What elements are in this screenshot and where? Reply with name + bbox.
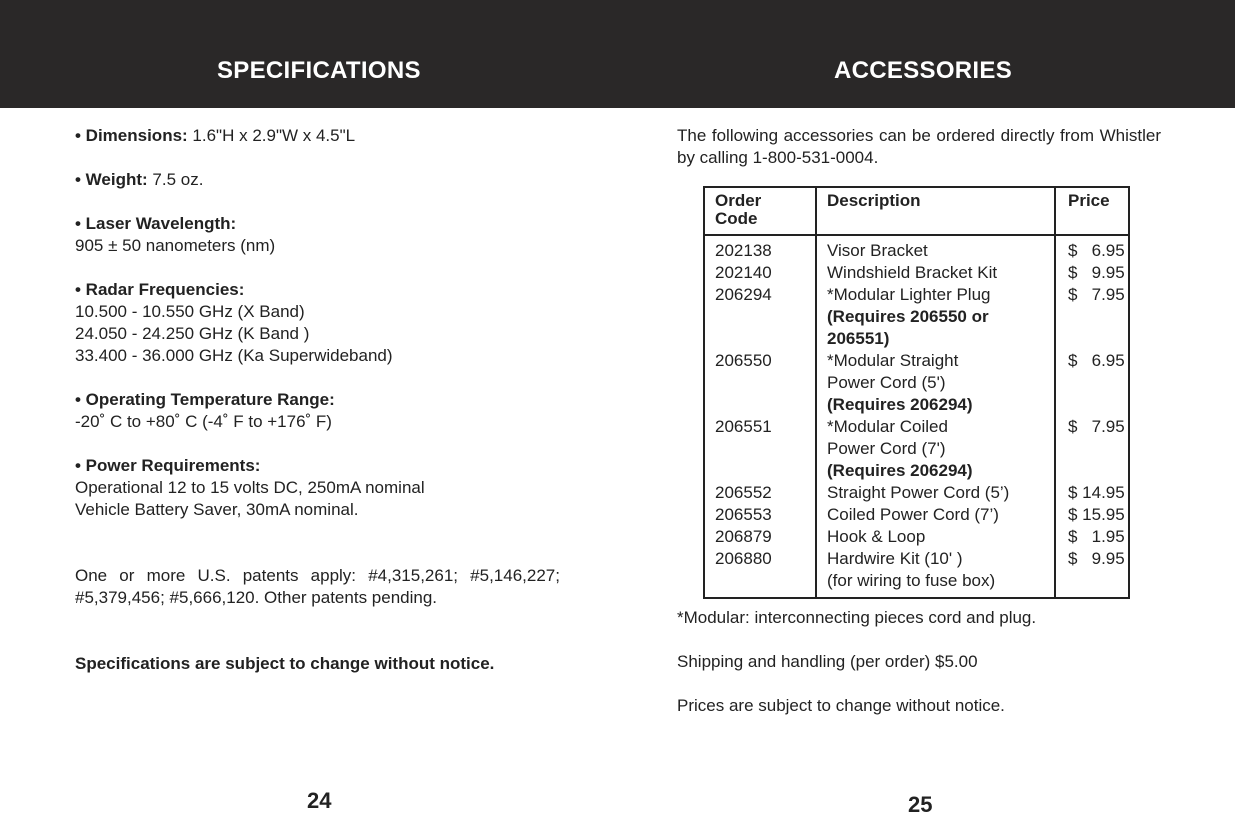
price: $ 6.95	[1068, 241, 1125, 260]
header-description: Description	[816, 187, 1055, 235]
table-row	[704, 526, 1129, 548]
price: $ 14.95	[1068, 483, 1125, 502]
spec-laser-label: • Laser Wavelength:	[75, 214, 237, 233]
description-line: Power Cord (5')	[827, 373, 946, 392]
spec-temp-label: • Operating Temperature Range:	[75, 390, 335, 409]
order-code: 206880	[715, 549, 772, 568]
spec-laser-value: 905 ± 50 nanometers (nm)	[75, 236, 276, 255]
description-cell	[816, 350, 1055, 416]
table-row	[704, 235, 1129, 262]
patents-text: One or more U.S. patents apply: #4,315,261; #5,146,227; #5,379,456; #5,666,120. Other patents pending.	[75, 566, 560, 607]
description-line: *Modular Lighter Plug	[827, 285, 991, 304]
description-line: Hardwire Kit (10' )	[827, 549, 963, 568]
price-cell	[1055, 235, 1129, 262]
order-code: 206550	[715, 351, 772, 370]
price: $ 7.95	[1068, 417, 1125, 436]
order-code-cell	[704, 235, 816, 262]
description-line: Windshield Bracket Kit	[827, 263, 998, 282]
description-line: (for wiring to fuse box)	[827, 571, 996, 590]
table-row	[704, 482, 1129, 504]
table-row	[704, 284, 1129, 350]
table-row	[704, 350, 1129, 416]
price: $ 9.95	[1068, 263, 1125, 282]
description-cell	[816, 482, 1055, 504]
spec-temp-value: -20˚ C to +80˚ C (-4˚ F to +176˚ F)	[75, 412, 332, 431]
order-code-cell	[704, 482, 816, 504]
header-price: Price	[1055, 187, 1129, 235]
description-line: *Modular Coiled	[827, 417, 948, 436]
order-code-cell	[704, 416, 816, 482]
spec-radar-label: • Radar Frequencies:	[75, 280, 245, 299]
spec-power-line: Operational 12 to 15 volts DC, 250mA nominal	[75, 478, 425, 497]
order-code-cell	[704, 504, 816, 526]
description-line: Power Cord (7')	[827, 439, 946, 458]
specifications-title: SPECIFICATIONS	[217, 57, 421, 84]
page-header	[0, 0, 1235, 108]
order-code: 206552	[715, 483, 772, 502]
price-cell	[1055, 284, 1129, 350]
order-code: 202138	[715, 241, 772, 260]
description-cell	[816, 504, 1055, 526]
spec-power-label: • Power Requirements:	[75, 456, 261, 475]
accessories-notes	[677, 607, 1161, 717]
accessories-intro: The following accessories can be ordered directly from Whistler by calling 1-800-531-0004.	[677, 126, 1161, 167]
spec-dimensions: • Dimensions: 1.6"H x 2.9"W x 4.5"L	[75, 126, 356, 145]
price-cell	[1055, 350, 1129, 416]
price-cell	[1055, 526, 1129, 548]
description-line: Hook & Loop	[827, 527, 926, 546]
description-requirement: (Requires 206550 or	[827, 307, 989, 326]
order-code-cell	[704, 284, 816, 350]
page-number-right: 25	[908, 792, 933, 817]
header-order-code: Order Code	[704, 187, 816, 235]
spec-radar-line: 10.500 - 10.550 GHz (X Band)	[75, 302, 305, 321]
description-requirement: (Requires 206294)	[827, 395, 973, 414]
spec-radar-line: 33.400 - 36.000 GHz (Ka Superwideband)	[75, 346, 393, 365]
price: $ 9.95	[1068, 549, 1125, 568]
description-requirement: 206551)	[827, 329, 890, 348]
price-cell	[1055, 548, 1129, 598]
order-code-cell	[704, 526, 816, 548]
description-line: Visor Bracket	[827, 241, 928, 260]
order-code-cell	[704, 350, 816, 416]
description-line: Straight Power Cord (5’)	[827, 483, 1010, 502]
description-cell	[816, 548, 1055, 598]
order-code: 206294	[715, 285, 772, 304]
table-row	[704, 504, 1129, 526]
modular-footnote: *Modular: interconnecting pieces cord and plug.	[677, 608, 1037, 627]
shipping-note: Shipping and handling (per order) $5.00	[677, 652, 978, 671]
accessories-table	[703, 186, 1130, 599]
table-header-row	[704, 187, 1129, 235]
specs-change-notice: Specifications are subject to change without notice.	[75, 654, 495, 673]
accessories-intro-block	[677, 125, 1161, 169]
description-line: Coiled Power Cord (7’)	[827, 505, 999, 524]
prices-change-notice: Prices are subject to change without notice.	[677, 696, 1005, 715]
accessories-title: ACCESSORIES	[834, 57, 1013, 84]
description-cell	[816, 284, 1055, 350]
price-cell	[1055, 482, 1129, 504]
description-requirement: (Requires 206294)	[827, 461, 973, 480]
description-cell	[816, 526, 1055, 548]
description-line: *Modular Straight	[827, 351, 959, 370]
table-body	[704, 235, 1129, 598]
price: $ 15.95	[1068, 505, 1125, 524]
description-cell	[816, 235, 1055, 262]
price: $ 1.95	[1068, 527, 1125, 546]
table-row	[704, 262, 1129, 284]
price: $ 6.95	[1068, 351, 1125, 370]
spec-power-line: Vehicle Battery Saver, 30mA nominal.	[75, 500, 359, 519]
page-number-left: 24	[307, 788, 332, 813]
order-code: 206553	[715, 505, 772, 524]
spec-radar-line: 24.050 - 24.250 GHz (K Band )	[75, 324, 310, 343]
price: $ 7.95	[1068, 285, 1125, 304]
price-cell	[1055, 262, 1129, 284]
order-code: 206879	[715, 527, 772, 546]
description-cell	[816, 416, 1055, 482]
order-code: 202140	[715, 263, 772, 282]
description-cell	[816, 262, 1055, 284]
order-code-cell	[704, 548, 816, 598]
spec-weight: • Weight: 7.5 oz.	[75, 170, 204, 189]
table-row	[704, 548, 1129, 598]
price-cell	[1055, 416, 1129, 482]
price-cell	[1055, 504, 1129, 526]
table-row	[704, 416, 1129, 482]
specifications-section	[75, 125, 560, 675]
order-code: 206551	[715, 417, 772, 436]
order-code-cell	[704, 262, 816, 284]
